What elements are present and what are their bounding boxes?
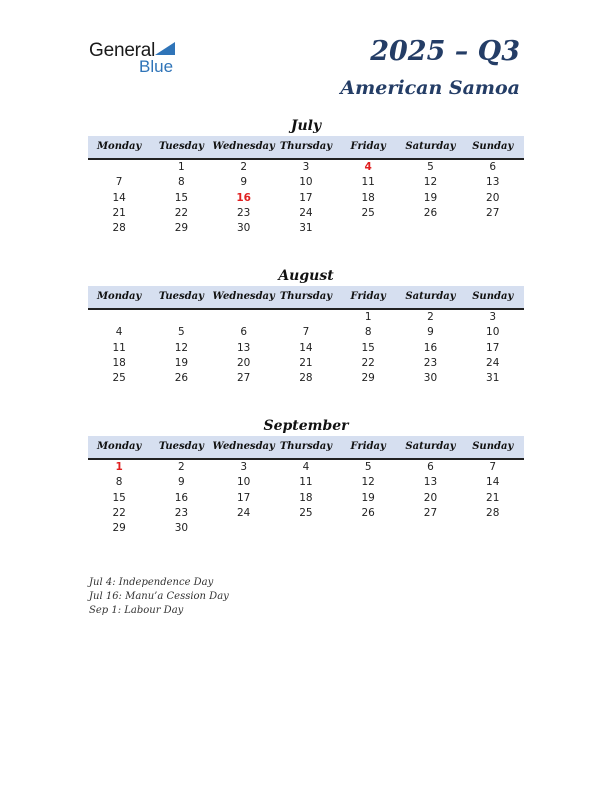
date-cell: 17 — [236, 491, 251, 504]
date-cell: 7 — [115, 176, 123, 189]
logo-text-blue: Blue — [139, 57, 174, 76]
date-cell: 20 — [236, 356, 251, 369]
date-cell: 16 — [174, 491, 189, 504]
date-cell: 29 — [112, 522, 126, 535]
date-cell: 10 — [299, 176, 313, 189]
week-row — [88, 506, 524, 521]
holiday-note: Sep 1: Labour Day — [89, 605, 184, 616]
date-cell: 2 — [178, 461, 185, 473]
date-cell: 9 — [427, 326, 434, 339]
date-cell: 3 — [240, 461, 247, 473]
date-cell: 26 — [423, 206, 438, 219]
date-cell: 4 — [115, 326, 123, 339]
holiday-date-cell: 4 — [364, 161, 372, 173]
date-cell — [275, 521, 337, 536]
date-cell: 9 — [240, 176, 247, 189]
weekday-header-row — [88, 286, 524, 310]
date-cell — [88, 160, 150, 175]
weekday-label: Saturday — [405, 141, 456, 152]
date-cell: 5 — [364, 461, 372, 473]
date-cell: 17 — [486, 341, 500, 354]
date-cell: 28 — [486, 506, 500, 519]
weekday-label: Thursday — [279, 291, 333, 302]
weekday-header-row — [88, 136, 524, 160]
date-cell: 21 — [299, 356, 313, 369]
month-block-july — [88, 116, 524, 236]
weekday-label: Thursday — [279, 441, 333, 452]
date-cell: 5 — [178, 326, 185, 339]
date-cell — [150, 310, 212, 325]
weekday-label: Wednesday — [212, 291, 275, 302]
date-cell: 20 — [423, 491, 438, 504]
date-cell: 6 — [489, 161, 497, 173]
date-cell: 14 — [486, 476, 500, 489]
date-cell: 1 — [178, 161, 185, 173]
date-cell: 26 — [174, 372, 189, 385]
date-cell: 15 — [361, 341, 375, 354]
date-cell: 11 — [299, 476, 313, 489]
month-block-august — [88, 266, 524, 386]
date-cell: 23 — [423, 356, 438, 369]
week-row — [88, 160, 524, 175]
date-cell: 12 — [423, 176, 438, 189]
date-cell: 13 — [486, 176, 500, 189]
week-row — [88, 341, 524, 356]
date-cell: 27 — [423, 506, 438, 519]
date-cell — [462, 521, 524, 536]
date-cell: 15 — [174, 191, 189, 204]
date-cell: 11 — [361, 176, 375, 189]
date-cell: 30 — [236, 222, 251, 235]
date-cell: 6 — [240, 326, 247, 339]
logo-triangle-icon — [155, 42, 175, 55]
date-cell: 28 — [299, 372, 313, 385]
week-row — [88, 175, 524, 190]
weekday-label: Thursday — [279, 141, 333, 152]
weekday-label: Sunday — [472, 441, 514, 452]
date-cell — [462, 221, 524, 236]
weekday-label: Friday — [350, 441, 386, 452]
holiday-note: Jul 16: Manu’a Cession Day — [89, 591, 229, 602]
date-cell: 1 — [364, 311, 372, 323]
week-row — [88, 371, 524, 386]
date-cell: 24 — [299, 206, 313, 219]
weekday-label: Saturday — [405, 441, 456, 452]
week-row — [88, 221, 524, 236]
date-cell: 10 — [236, 476, 251, 489]
date-cell: 9 — [178, 476, 185, 489]
month-title: August — [278, 268, 334, 284]
weekday-label: Tuesday — [158, 441, 204, 452]
month-block-september — [88, 416, 524, 536]
date-cell: 30 — [423, 372, 438, 385]
week-row — [88, 325, 524, 340]
date-cell: 23 — [236, 206, 251, 219]
date-cell: 21 — [486, 491, 500, 504]
date-cell: 19 — [423, 191, 438, 204]
date-cell: 12 — [174, 341, 189, 354]
holiday-note: Jul 4: Independence Day — [89, 577, 214, 588]
weekday-label: Wednesday — [212, 141, 275, 152]
date-cell: 31 — [299, 222, 313, 235]
week-row — [88, 191, 524, 206]
date-cell — [337, 221, 399, 236]
weekday-label: Friday — [350, 291, 386, 302]
date-cell — [213, 310, 275, 325]
date-cell: 8 — [115, 476, 123, 489]
month-title: July — [290, 118, 322, 134]
date-cell: 13 — [423, 476, 438, 489]
date-cell — [88, 310, 150, 325]
date-cell: 25 — [361, 206, 375, 219]
date-cell: 25 — [299, 506, 313, 519]
weekday-label: Sunday — [472, 141, 514, 152]
date-cell: 2 — [427, 311, 434, 323]
weekday-label: Tuesday — [158, 141, 204, 152]
date-cell: 28 — [112, 222, 126, 235]
date-cell: 7 — [489, 461, 497, 473]
date-cell: 22 — [174, 206, 189, 219]
weekday-label: Monday — [96, 441, 142, 452]
date-cell: 19 — [361, 491, 375, 504]
date-cell: 10 — [486, 326, 500, 339]
page-subtitle: American Samoa — [340, 77, 520, 99]
date-cell: 20 — [486, 191, 500, 204]
date-cell: 3 — [302, 161, 310, 173]
date-cell: 18 — [112, 356, 126, 369]
date-cell: 13 — [236, 341, 251, 354]
week-row — [88, 475, 524, 490]
date-cell: 17 — [299, 191, 313, 204]
weekday-label: Monday — [96, 141, 142, 152]
week-row — [88, 460, 524, 475]
date-cell: 4 — [302, 461, 310, 473]
date-cell: 27 — [236, 372, 251, 385]
weekday-label: Tuesday — [158, 291, 204, 302]
date-cell: 22 — [112, 506, 126, 519]
date-cell: 3 — [489, 311, 497, 323]
week-row — [88, 521, 524, 536]
weekday-label: Wednesday — [212, 441, 275, 452]
date-cell: 24 — [236, 506, 251, 519]
date-cell: 18 — [361, 191, 375, 204]
date-cell: 7 — [302, 326, 310, 339]
week-row — [88, 310, 524, 325]
date-cell: 30 — [174, 522, 189, 535]
weekday-label: Friday — [350, 141, 386, 152]
date-cell: 22 — [361, 356, 375, 369]
weekday-label: Saturday — [405, 291, 456, 302]
holiday-notes — [89, 576, 229, 618]
date-cell: 18 — [299, 491, 313, 504]
date-cell: 15 — [112, 491, 126, 504]
date-cell: 29 — [361, 372, 375, 385]
date-cell: 14 — [112, 191, 126, 204]
date-cell — [337, 521, 399, 536]
date-cell: 29 — [174, 222, 189, 235]
date-cell: 5 — [427, 161, 434, 173]
week-row — [88, 356, 524, 371]
date-cell: 2 — [240, 161, 247, 173]
date-cell: 21 — [112, 206, 126, 219]
date-cell: 11 — [112, 341, 126, 354]
week-row — [88, 491, 524, 506]
date-cell: 24 — [486, 356, 500, 369]
date-cell: 8 — [178, 176, 185, 189]
brand-logo — [89, 40, 189, 76]
date-cell: 23 — [174, 506, 189, 519]
date-cell: 25 — [112, 372, 126, 385]
date-cell: 6 — [427, 461, 434, 473]
weekday-label: Monday — [96, 291, 142, 302]
date-cell: 16 — [423, 341, 438, 354]
date-cell — [399, 221, 461, 236]
page-title: 2025 – Q3 — [370, 36, 520, 67]
date-cell — [213, 521, 275, 536]
weekday-header-row — [88, 436, 524, 460]
logo-text-general: General — [89, 40, 156, 61]
holiday-date-cell: 16 — [236, 191, 251, 204]
date-cell: 14 — [299, 341, 313, 354]
date-cell: 27 — [486, 206, 500, 219]
holiday-date-cell: 1 — [115, 461, 123, 473]
weekday-label: Sunday — [472, 291, 514, 302]
date-cell — [275, 310, 337, 325]
week-row — [88, 206, 524, 221]
month-title: September — [263, 418, 349, 434]
date-cell — [399, 521, 461, 536]
date-cell: 8 — [364, 326, 372, 339]
date-cell: 31 — [486, 372, 500, 385]
date-cell: 26 — [361, 506, 375, 519]
date-cell: 19 — [174, 356, 189, 369]
date-cell: 12 — [361, 476, 375, 489]
